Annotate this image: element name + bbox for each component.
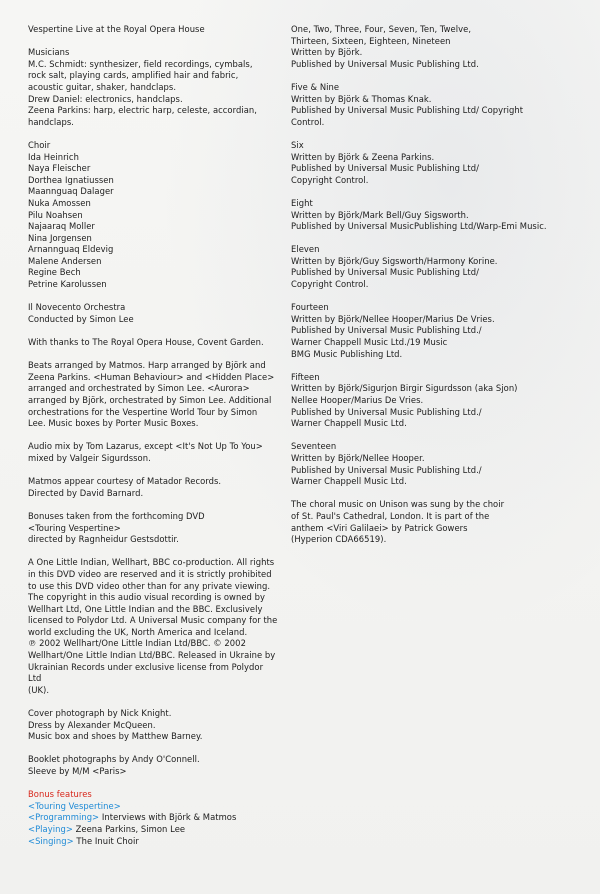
left-column xyxy=(28,24,278,847)
credit-block-fifteen: Fifteen Written by Björk/Sigurjon Birgir Sigurdsson (aka Sjon) Nellee Hooper/Marius De Vries. Published by Universal Music Publishing Ltd./ Warner Chappell Music Ltd. xyxy=(291,371,518,429)
bonus-link-programming[interactable]: <Programming> xyxy=(28,812,100,823)
booklet-credits: Booklet photographs by Andy O'Connell. Sleeve by M/M <Paris> xyxy=(28,754,200,776)
credit-block-seventeen: Seventeen Written by Björk/Nellee Hooper. Published by Universal Music Publishing Ltd./ Warner Chappell Music Ltd. xyxy=(291,441,482,487)
legal-notice: A One Little Indian, Wellhart, BBC co-production. All rights in this DVD video are reserved and it is strictly prohibited to use this DVD video other than for any private viewing. The copyright in this audio visual recording is owned by Wellhart Ltd, One Little Indian and the BBC. Exclusively licensed to Polydor Ltd. A Universal Music company for the world excluding the UK, North America and Iceland. ℗ 2002 Wellhart/One Little Indian Ltd/BBC. © 2002 Wellhart/One Little Indian Ltd/BBC. Released in Ukraine by Ukrainian Records under exclusive license from Polydor Ltd (UK). xyxy=(28,557,278,695)
credit-block-fourteen: Fourteen Written by Björk/Nellee Hooper/Marius De Vries. Published by Universal Music Publishing Ltd./ Warner Chappell Music Ltd./19 Music BMG Music Publishing Ltd. xyxy=(291,302,495,359)
bonus-item-programming[interactable] xyxy=(28,812,278,824)
bonus-text-playing: Zeena Parkins, Simon Lee xyxy=(72,823,186,834)
matmos-credits: Matmos appear courtesy of Matador Records. Directed by David Barnard. xyxy=(28,476,222,498)
album-title: Vespertine Live at the Royal Opera House xyxy=(28,24,205,34)
credit-block-eleven: Eleven Written by Björk/Guy Sigsworth/Harmony Korine. Published by Universal Music Publishing Ltd/ Copyright Control. xyxy=(291,244,498,290)
audio-mix-credits: Audio mix by Tom Lazarus, except <It's Not Up To You> mixed by Valgeir Sigurdsson. xyxy=(28,441,263,463)
bonus-item-singing[interactable] xyxy=(28,836,278,848)
bonus-text-singing: The Inuit Choir xyxy=(73,835,139,846)
arrangement-credits: Beats arranged by Matmos. Harp arranged by Björk and Zeena Parkins. <Human Behaviour> and <Hidden Place> arranged and orchestrated by Simon Lee. <Aurora> arranged by Björk, orchestrated by Simon Lee. Additional orchestrations for the Vespertine World Tour by Simon Lee. Music boxes by Porter Music Boxes. xyxy=(28,360,275,429)
credit-block-eight: Eight Written by Björk/Mark Bell/Guy Sigsworth. Published by Universal MusicPublishing Ltd/Warp-Emi Music. xyxy=(291,197,547,232)
choral-note: The choral music on Unison was sung by the choir of St. Paul's Cathedral, London. It is part of the anthem <Viri Galilaei> by Patrick Gowers (Hyperion CDA66519). xyxy=(291,499,505,545)
bonus-features xyxy=(28,789,278,847)
dvd-bonus-credits: Bonuses taken from the forthcoming DVD <Touring Vespertine> directed by Ragnheidur Gestsdottir. xyxy=(28,510,205,545)
right-column xyxy=(291,24,576,546)
musicians-credits: Musicians M.C. Schmidt: synthesizer, field recordings, cymbals, rock salt, playing cards, amplified hair and fabric, acoustic guitar, shaker, handclaps. Drew Daniel: electronics, handclaps. Zeena Parkins: harp, electric harp, celeste, accordian, handclaps. xyxy=(28,47,257,127)
credit-block-five-nine: Five & Nine Written by Björk & Thomas Knak. Published by Universal Music Publishing Ltd/ Copyright Control. xyxy=(291,81,524,127)
orchestra-credits: Il Novecento Orchestra Conducted by Simon Lee xyxy=(28,302,134,324)
bonus-link-playing[interactable]: <Playing> xyxy=(28,823,73,834)
credit-block-six: Six Written by Björk & Zeena Parkins. Published by Universal Music Publishing Ltd/ Copyright Control. xyxy=(291,139,479,185)
thanks-note: With thanks to The Royal Opera House, Covent Garden. xyxy=(28,337,264,348)
bonus-item-playing[interactable] xyxy=(28,824,278,836)
choir-credits: Choir Ida Heinrich Naya Fleischer Dorthea Ignatiussen Maannguaq Dalager Nuka Amossen Pilu Noahsen Najaaraq Moller Nina Jorgensen Arnannguaq Eldevig Malene Andersen Regine Bech Petrine Karolussen xyxy=(28,139,114,290)
bonus-item-touring[interactable] xyxy=(28,801,278,813)
bonus-features-title: Bonus features xyxy=(28,789,92,800)
cover-credits: Cover photograph by Nick Knight. Dress by Alexander McQueen. Music box and shoes by Matthew Barney. xyxy=(28,708,203,742)
bonus-link-touring[interactable]: <Touring Vespertine> xyxy=(28,800,121,811)
bonus-link-singing[interactable]: <Singing> xyxy=(28,835,74,846)
credit-block-main: One, Two, Three, Four, Seven, Ten, Twelve, Thirteen, Sixteen, Eighteen, Nineteen Written by Björk. Published by Universal Music Publishing Ltd. xyxy=(291,24,479,69)
bonus-text-programming: Interviews with Björk & Matmos xyxy=(99,812,237,823)
